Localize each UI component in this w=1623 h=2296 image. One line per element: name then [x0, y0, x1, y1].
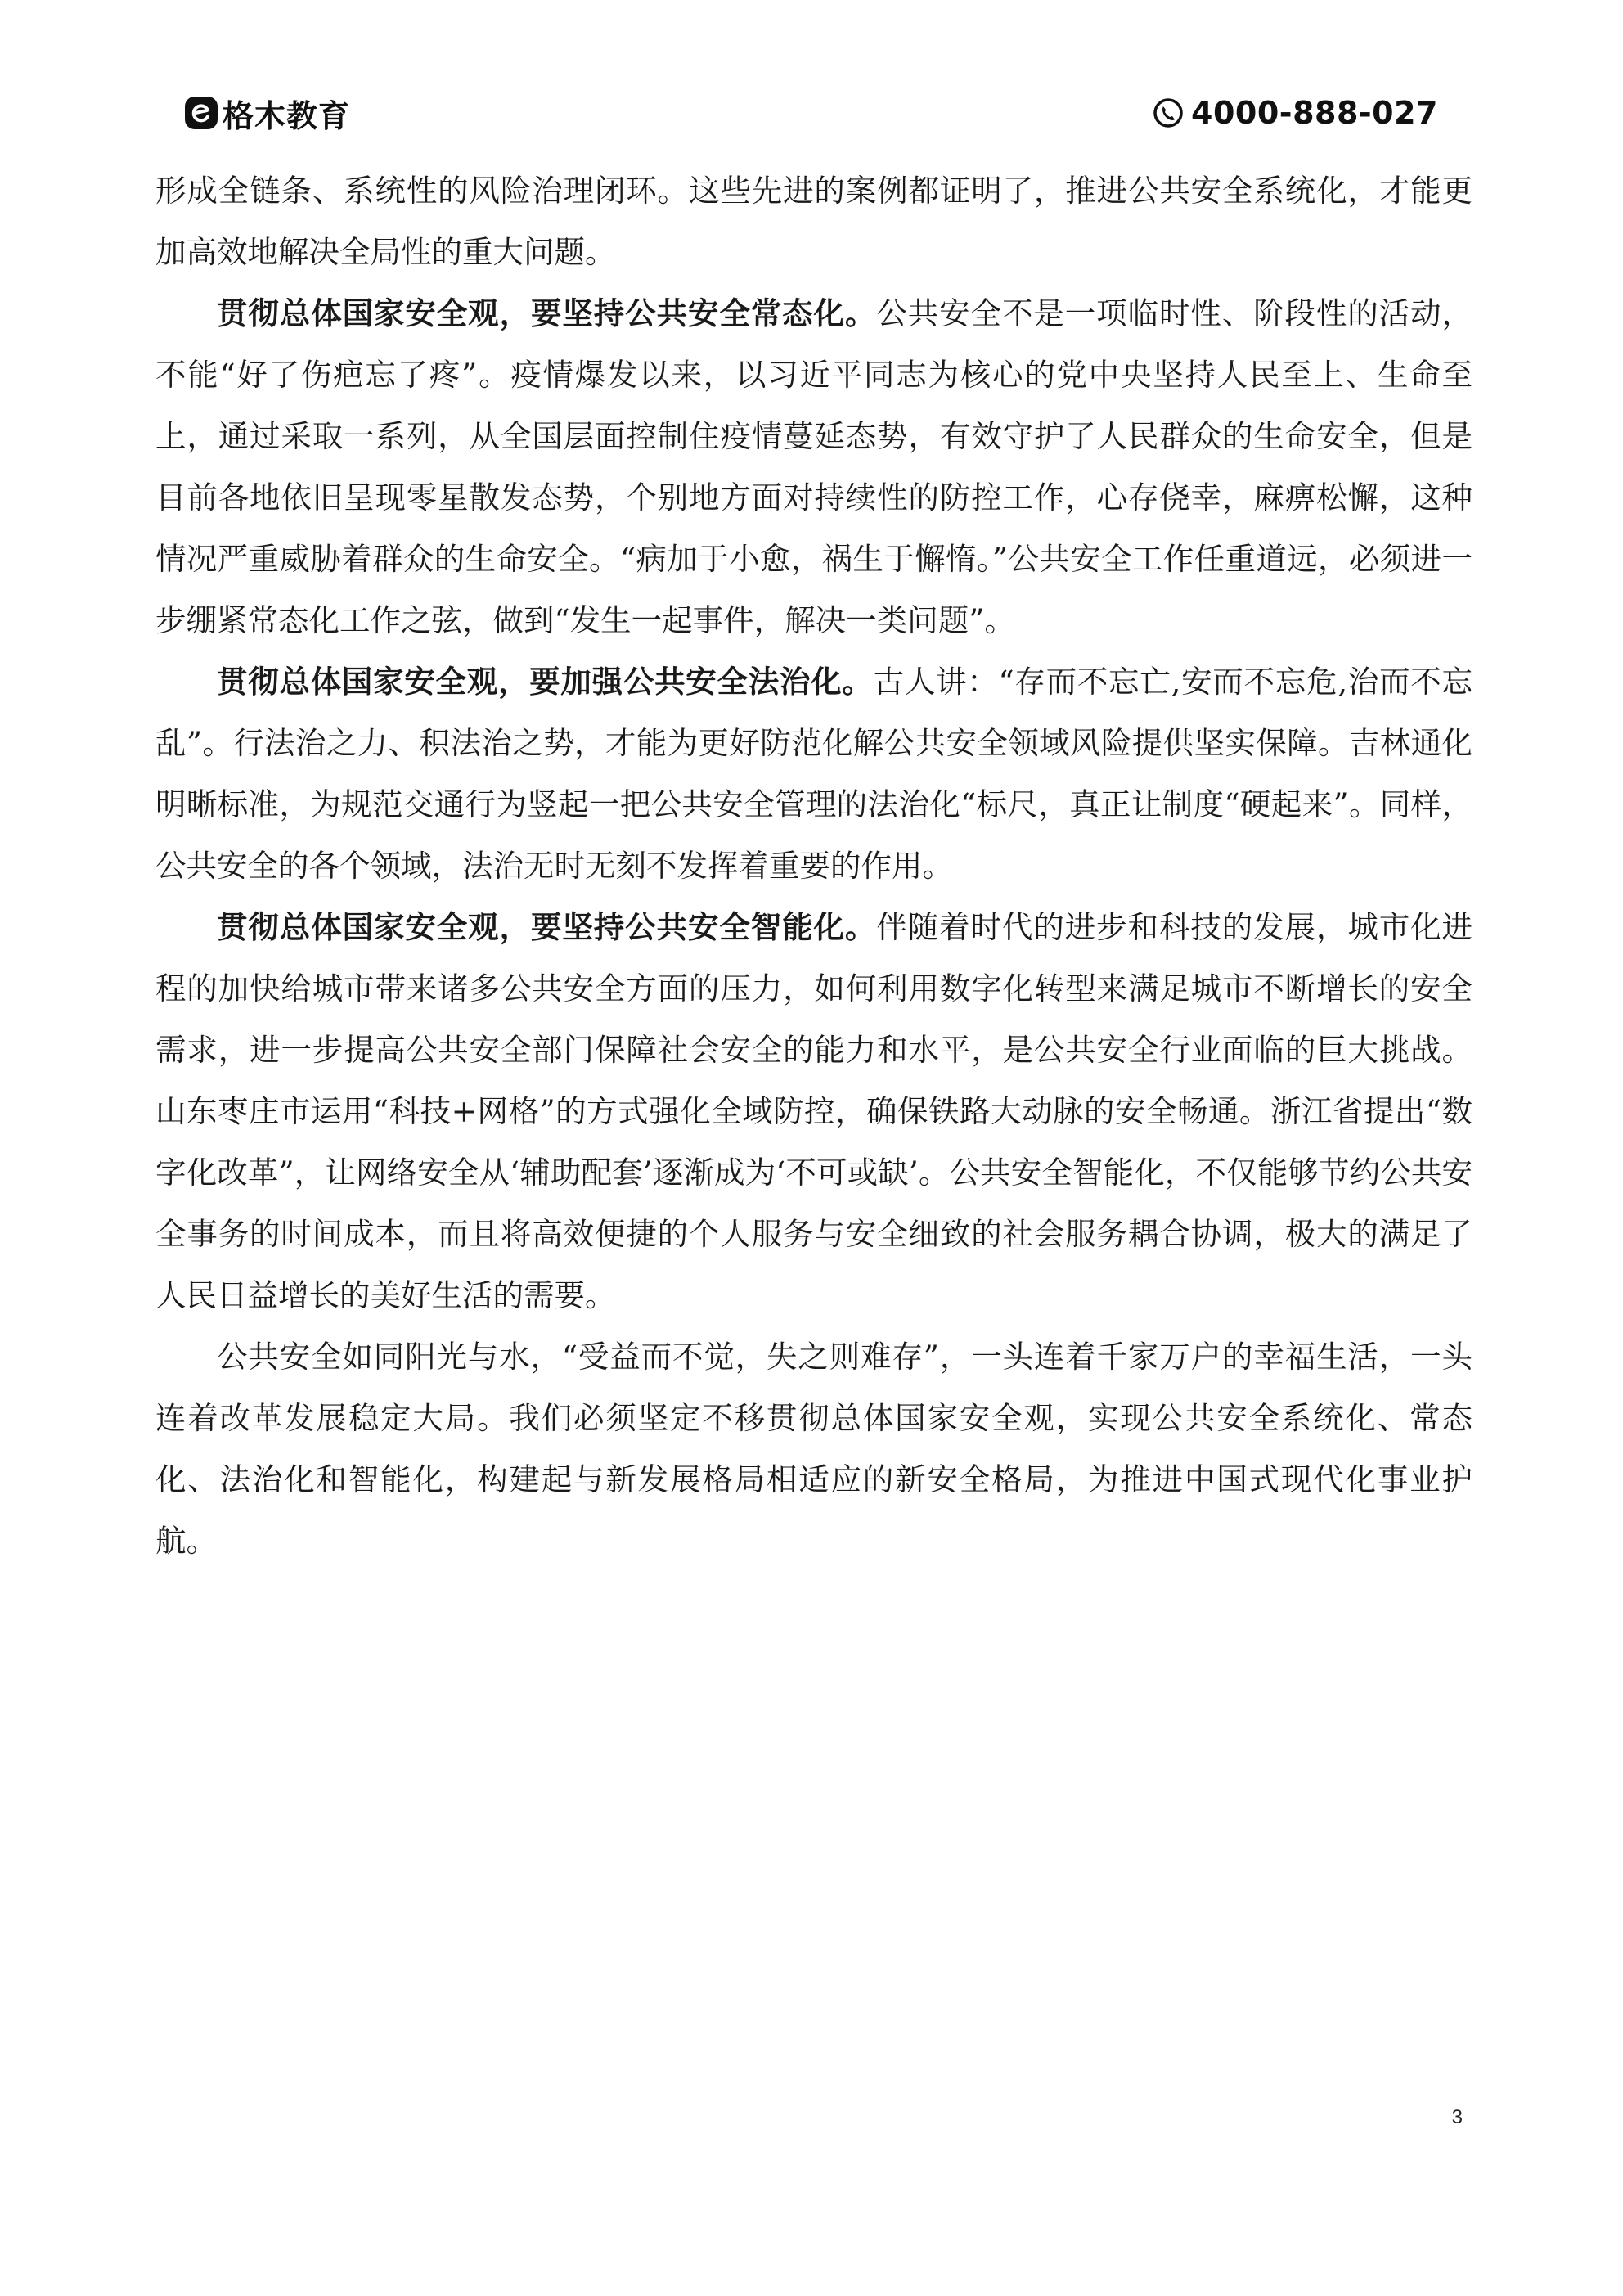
paragraph-4-text: 伴随着时代的进步和科技的发展，城市化进程的加快给城市带来诸多公共安全方面的压力，如何利用数字化转型来满足城市不断增长的安全需求，进一步提高公共安全部门保障社会安全的能力和水平，是公共安全行业面临的巨大挑战。山东枣庄市运用“科技+网格”的方式强化全域防控，确保铁路大动脉的安全畅通。浙江省提出“数字化改革”，让网络安全从‘辅助配套’逐渐成为‘不可或缺’。公共安全智能化，不仅能够节约公共安全事务的时间成本，而且将高效便捷的个人服务与安全细致的社会服务耦合协调，极大的满足了人民日益增长的美好生活的需要。	[155, 909, 1473, 1313]
brand-e-logo-icon	[185, 97, 218, 129]
paragraph-2-text: 公共安全不是一项临时性、阶段性的活动，不能“好了伤疤忘了疼”。疫情爆发以来，以习近平同志为核心的党中央坚持人民至上、生命至上，通过采取一系列，从全国层面控制住疫情蔓延态势，有效守护了人民群众的生命安全，但是目前各地依旧呈现零星散发态势，个别地方面对持续性的防控工作，心存侥幸，麻痹松懈，这种情况严重威胁着群众的生命安全。“病加于小愈，祸生于懈惰。”公共安全工作任重道远，必须进一步绷紧常态化工作之弦，做到“发生一起事件，解决一类问题”。	[155, 295, 1473, 638]
paragraph-1-text: 形成全链条、系统性的风险治理闭环。这些先进的案例都证明了，推进公共安全系统化，才能更加高效地解决全局性的重大问题。	[155, 173, 1472, 270]
page-header	[185, 92, 1438, 134]
paragraph-3-text: 古人讲：“存而不忘亡,安而不忘危,治而不忘乱”。行法治之力、积法治之势，才能为更好防范化解公共安全领域风险提供坚实保障。吉林通化明晰标准，为规范交通行为竖起一把公共安全管理的法治化“标尺，真正让制度“硬起来”。同样，公共安全的各个领域，法治无时无刻不发挥着重要的作用。	[155, 664, 1473, 884]
paragraph-1	[155, 160, 1472, 283]
paragraph-5	[155, 1326, 1472, 1572]
paragraph-2	[155, 283, 1472, 651]
phone-number: 4000-888-027	[1191, 95, 1438, 131]
paragraph-4-lead: 贯彻总体国家安全观，要坚持公共安全智能化。	[217, 909, 877, 945]
phone-icon	[1152, 97, 1185, 129]
document-body	[155, 160, 1472, 1572]
paragraph-3	[155, 651, 1472, 897]
paragraph-3-lead: 贯彻总体国家安全观，要加强公共安全法治化。	[217, 664, 874, 700]
phone-contact	[1152, 95, 1438, 131]
brand-name: 格木教育	[223, 97, 351, 134]
paragraph-2-lead: 贯彻总体国家安全观，要坚持公共安全常态化。	[217, 295, 877, 331]
page-number: 3	[1451, 2106, 1463, 2128]
paragraph-4	[155, 897, 1472, 1326]
brand	[185, 91, 350, 136]
paragraph-5-text: 公共安全如同阳光与水，“受益而不觉，失之则难存”，一头连着千家万户的幸福生活，一头连着改革发展稳定大局。我们必须坚定不移贯彻总体国家安全观，实现公共安全系统化、常态化、法治化和智能化，构建起与新发展格局相适应的新安全格局，为推进中国式现代化事业护航。	[155, 1339, 1472, 1559]
